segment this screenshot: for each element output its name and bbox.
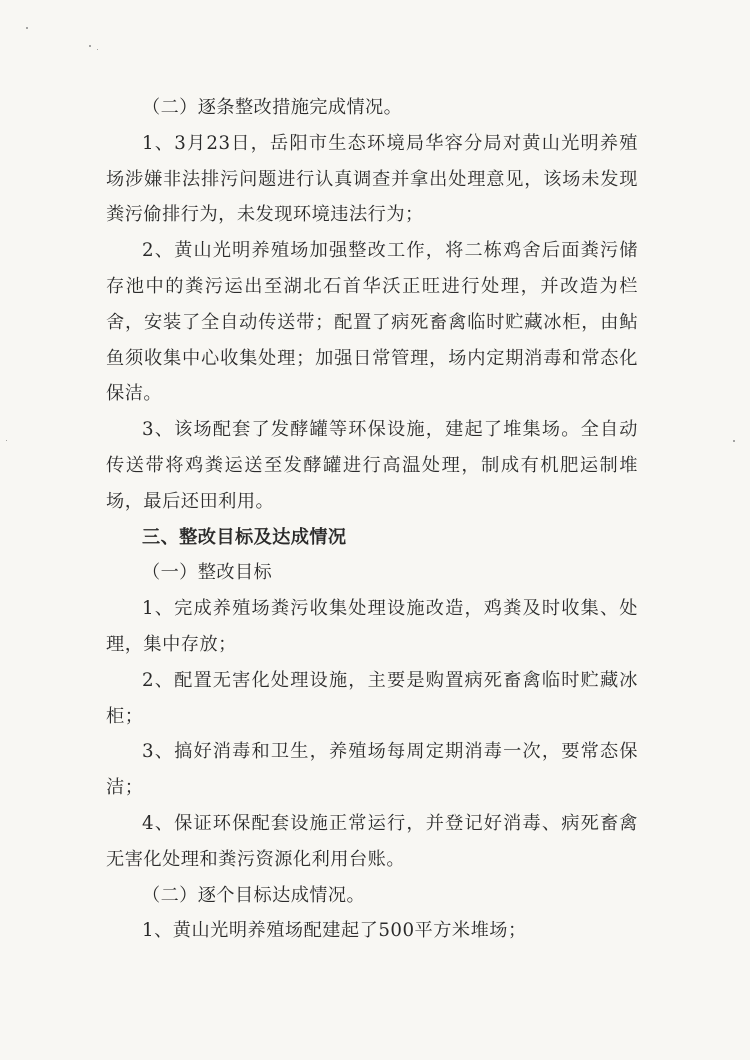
target-item-4: 4、保证环保配套设施正常运行，并登记好消毒、病死畜禽无害化处理和粪污资源化利用台账。	[106, 812, 638, 870]
subsection-heading-achievement: （二）逐个目标达成情况。	[142, 884, 366, 906]
achievement-item-1: 1、黄山光明养殖场配建起了500平方米堆场；	[142, 920, 527, 942]
target-item-2: 2、配置无害化处理设施，主要是购置病死畜禽临时贮藏冰柜；	[106, 669, 638, 727]
paragraph-item-2: 2、黄山光明养殖场加强整改工作，将二栋鸡舍后面粪污储存池中的粪污运出至湖北石首华沃正旺进行处理，并改造为栏舍，安装了全自动传送带；配置了病死畜禽临时贮藏冰柜，由鲇鱼须收集中心收集处理；加强日常管理，场内定期消毒和常态化保洁。	[106, 240, 638, 405]
target-item-3: 3、搞好消毒和卫生，养殖场每周定期消毒一次，要常态保洁；	[106, 741, 638, 799]
scan-speck	[6, 440, 7, 441]
subsection-heading-targets: （一）整改目标	[142, 562, 273, 584]
paragraph-item-3: 3、该场配套了发酵罐等环保设施，建起了堆集场。全自动传送带将鸡粪运送至发酵罐进行高温处理，制成有机肥运制堆场，最后还田利用。	[106, 419, 638, 512]
scan-speck	[89, 45, 91, 47]
paragraph-item-1: 1、3月23日，岳阳市生态环境局华容分局对黄山光明养殖场涉嫌非法排污问题进行认真调查并拿出处理意见，该场未发现粪污偷排行为，未发现环境违法行为；	[106, 132, 638, 226]
section-heading-targets: 三、整改目标及达成情况	[142, 526, 347, 548]
target-item-1: 1、完成养殖场粪污收集处理设施改造，鸡粪及时收集、处理，集中存放；	[106, 598, 638, 655]
scan-speck	[26, 27, 28, 29]
subsection-heading-measures: （二）逐条整改措施完成情况。	[142, 97, 403, 118]
scan-speck	[97, 49, 98, 50]
document-body	[106, 90, 638, 949]
scan-speck	[733, 440, 735, 442]
